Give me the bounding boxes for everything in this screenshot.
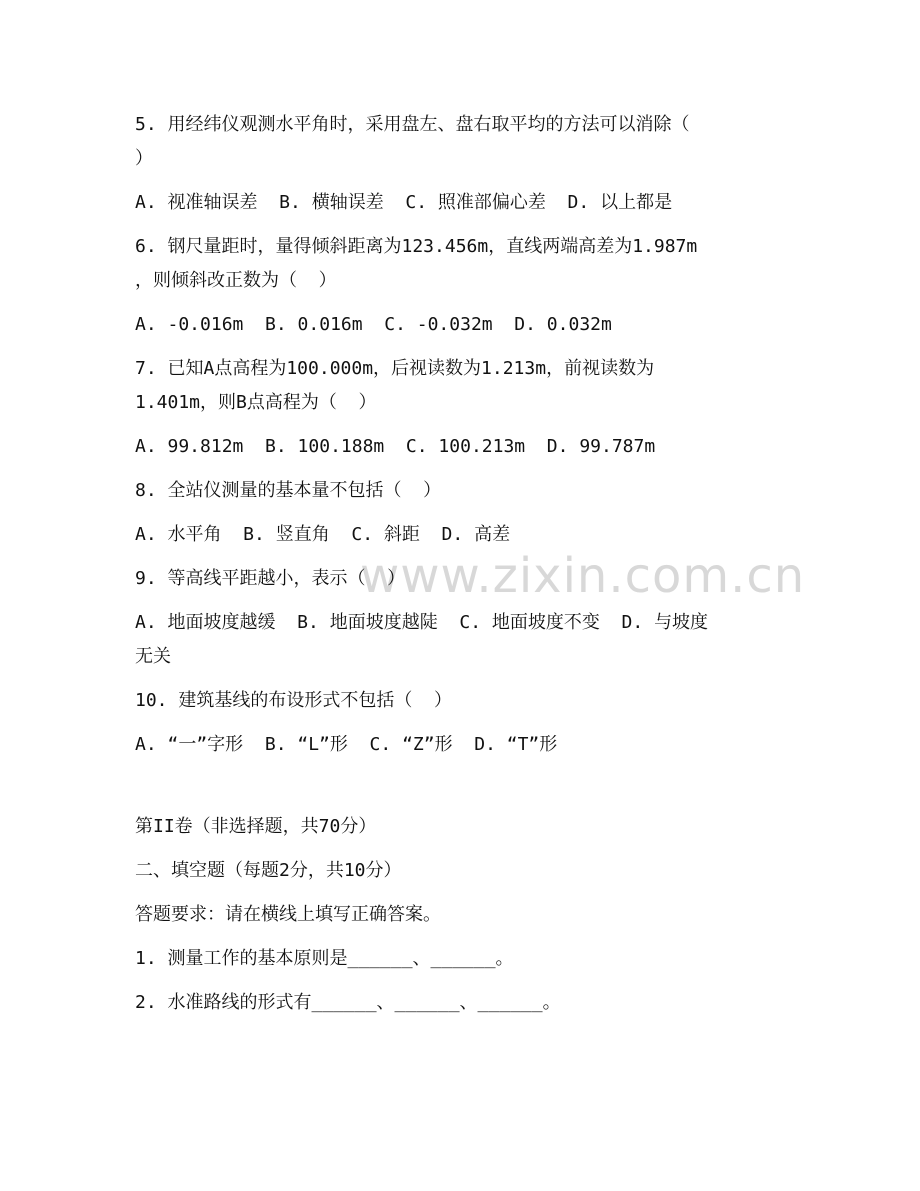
question-9-options-line-1: A. 地面坡度越缓 B. 地面坡度越陡 C. 地面坡度不变 D. 与坡度 bbox=[135, 612, 709, 633]
question-7-stem-line-2: 1.401m，则B点高程为（ ） bbox=[135, 392, 377, 413]
fill-blank-item-1: 1. 测量工作的基本原则是______、______。 bbox=[135, 948, 514, 969]
question-7-options: A. 99.812m B. 100.188m C. 100.213m D. 99.787m bbox=[135, 436, 656, 457]
question-7-stem-line-1: 7. 已知A点高程为100.000m，后视读数为1.213m，前视读数为 bbox=[135, 358, 655, 379]
question-6-stem-line-1: 6. 钢尺量距时，量得倾斜距离为123.456m，直线两端高差为1.987m bbox=[135, 236, 698, 257]
question-6-stem-line-2: ，则倾斜改正数为（ ） bbox=[135, 270, 337, 291]
question-6-options: A. -0.016m B. 0.016m C. -0.032m D. 0.032m bbox=[135, 314, 612, 335]
watermark: www.zixin.com.cn bbox=[360, 548, 806, 604]
exam-page bbox=[135, 108, 785, 1020]
question-10-options: A. “一”字形 B. “L”形 C. “Z”形 D. “T”形 bbox=[135, 734, 558, 755]
section-title: 二、填空题（每题2分，共10分） bbox=[135, 860, 402, 881]
question-10-stem: 10. 建筑基线的布设形式不包括（ ） bbox=[135, 690, 453, 711]
question-8-options: A. 水平角 B. 竖直角 C. 斜距 D. 高差 bbox=[135, 524, 511, 545]
question-5-stem-line-1: 5. 用经纬仪观测水平角时，采用盘左、盘右取平均的方法可以消除（ bbox=[135, 114, 690, 135]
question-8-stem: 8. 全站仪测量的基本量不包括（ ） bbox=[135, 480, 442, 501]
question-9-stem: 9. 等高线平距越小，表示（ ） bbox=[135, 568, 406, 589]
question-5-options: A. 视准轴误差 B. 横轴误差 C. 照准部偏心差 D. 以上都是 bbox=[135, 192, 673, 213]
question-5-stem-line-2: ） bbox=[135, 148, 153, 169]
part-2-title: 第II卷（非选择题，共70分） bbox=[135, 816, 377, 837]
question-9-options-line-2: 无关 bbox=[135, 646, 171, 667]
instruction: 答题要求：请在横线上填写正确答案。 bbox=[135, 904, 441, 925]
fill-blank-item-2: 2. 水准路线的形式有______、______、______。 bbox=[135, 992, 561, 1013]
